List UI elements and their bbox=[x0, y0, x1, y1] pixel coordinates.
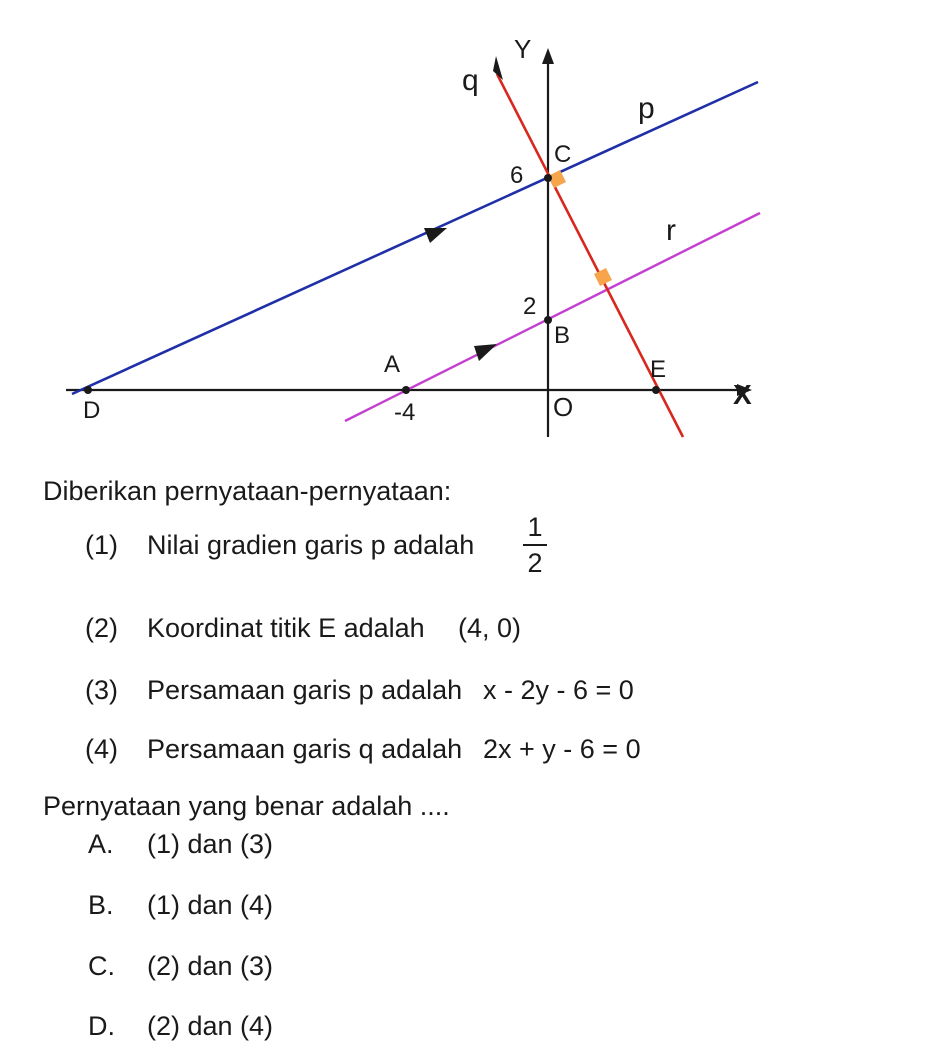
intro-text: Diberikan pernyataan-pernyataan: bbox=[43, 476, 452, 506]
point-d bbox=[84, 386, 92, 394]
fraction-bar bbox=[523, 544, 547, 546]
statement-text: Koordinat titik E adalah bbox=[147, 613, 425, 643]
coordinate-diagram bbox=[0, 0, 951, 450]
statement-math: (4, 0) bbox=[458, 613, 522, 643]
statement-number: (4) bbox=[85, 734, 118, 764]
option-letter: C. bbox=[88, 951, 115, 981]
statement-number: (2) bbox=[85, 613, 118, 643]
line-p-label: p bbox=[638, 92, 655, 125]
point-b-label: B bbox=[554, 322, 571, 349]
option-letter: A. bbox=[88, 829, 114, 859]
line-r-direction-arrow bbox=[474, 344, 497, 361]
tick-label-xm4: -4 bbox=[394, 399, 416, 426]
tick-label-y2: 2 bbox=[523, 293, 537, 320]
question-text: Pernyataan yang benar adalah .... bbox=[43, 791, 450, 821]
line-r-label: r bbox=[666, 214, 676, 247]
statement-number: (1) bbox=[85, 530, 118, 560]
point-b bbox=[544, 316, 552, 324]
statement-text: Persamaan garis p adalah bbox=[147, 675, 463, 705]
point-c bbox=[544, 174, 552, 182]
option-letter: D. bbox=[88, 1011, 115, 1041]
line-q-label: q bbox=[462, 64, 479, 97]
point-d-label: D bbox=[83, 397, 101, 424]
option-text: (2) dan (4) bbox=[147, 1011, 274, 1041]
fraction-gradient bbox=[520, 512, 550, 578]
tick-label-y6: 6 bbox=[510, 162, 524, 189]
statement-math: 2x + y - 6 = 0 bbox=[483, 734, 641, 764]
statement-text: Persamaan garis q adalah bbox=[147, 734, 463, 764]
x-axis-label: X bbox=[733, 379, 752, 410]
y-axis-arrow bbox=[542, 48, 554, 64]
option-text: (2) dan (3) bbox=[147, 951, 274, 981]
fraction-numerator: 1 bbox=[527, 512, 543, 542]
point-a bbox=[402, 386, 410, 394]
statement-math: x - 2y - 6 = 0 bbox=[483, 675, 634, 705]
point-c-label: C bbox=[554, 141, 572, 168]
line-p bbox=[72, 82, 758, 394]
point-e-label: E bbox=[650, 356, 667, 383]
line-p-direction-arrow bbox=[424, 228, 447, 243]
option-text: (1) dan (3) bbox=[147, 829, 274, 859]
statement-number: (3) bbox=[85, 675, 118, 705]
statement-text: Nilai gradien garis p adalah bbox=[147, 530, 475, 560]
point-a-label: A bbox=[384, 351, 401, 378]
option-letter: B. bbox=[88, 890, 114, 920]
fraction-denominator: 2 bbox=[527, 548, 543, 578]
origin-label: O bbox=[553, 392, 574, 422]
y-axis-label: Y bbox=[514, 34, 532, 64]
point-e bbox=[652, 386, 660, 394]
option-text: (1) dan (4) bbox=[147, 890, 274, 920]
